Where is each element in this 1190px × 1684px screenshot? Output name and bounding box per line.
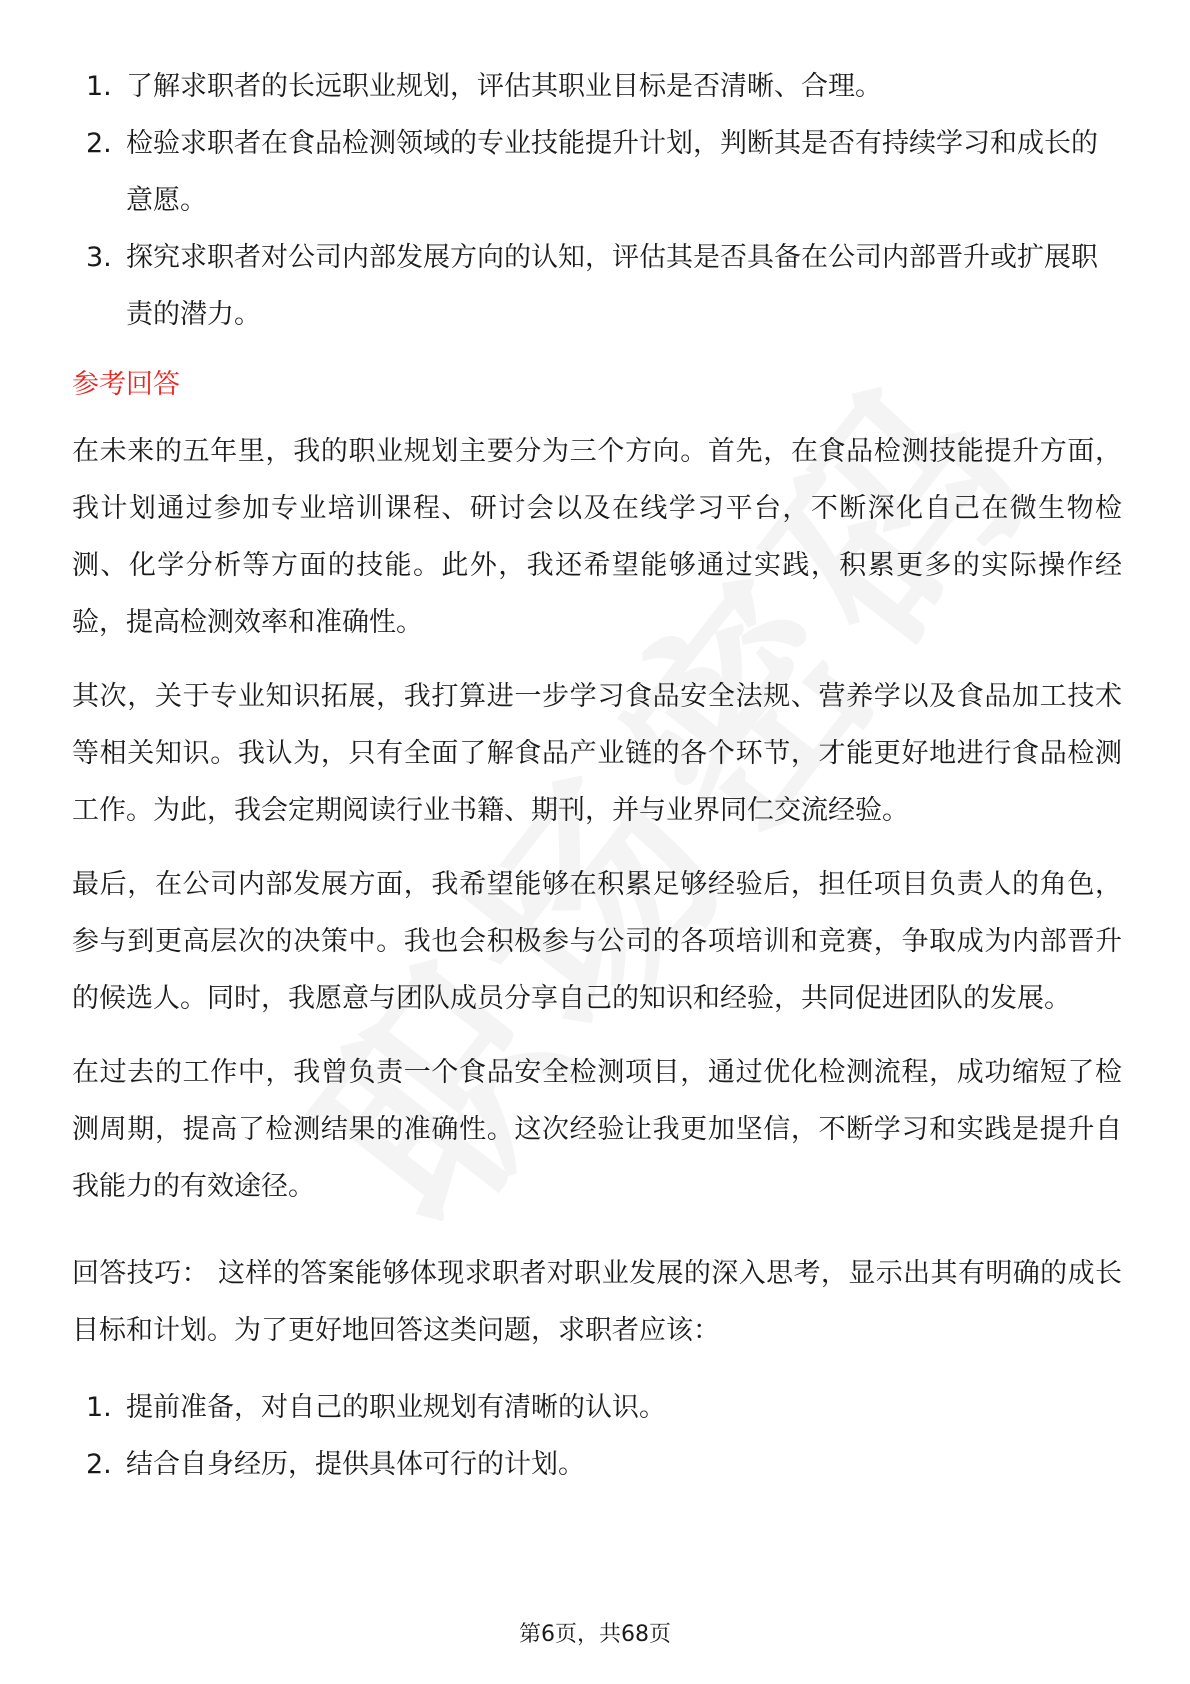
answer-tips-paragraph: 回答技巧： 这样的答案能够体现求职者对职业发展的深入思考，显示出其有明确的成长目标和计划。为了更好地回答这类问题，求职者应该： xyxy=(72,1258,1122,1346)
list-item xyxy=(72,229,1122,343)
list-item-number: 1. xyxy=(86,1392,112,1423)
list-item-number: 1. xyxy=(86,71,112,102)
list-item-text: 检验求职者在食品检测领域的专业技能提升计划，判断其是否有持续学习和成长的意愿。 xyxy=(126,128,1098,216)
list-item xyxy=(72,1379,1122,1436)
list-item xyxy=(72,1436,1122,1493)
answer-paragraph: 在过去的工作中，我曾负责一个食品安全检测项目，通过优化检测流程，成功缩短了检测周期，提高了检测结果的准确性。这次经验让我更加坚信，不断学习和实践是提升自我能力的有效途径。 xyxy=(72,1057,1122,1202)
list-item-text: 探究求职者对公司内部发展方向的认知，评估其是否具备在公司内部晋升或扩展职责的潜力。 xyxy=(126,242,1098,330)
list-item-text: 提前准备，对自己的职业规划有清晰的认识。 xyxy=(126,1392,666,1423)
list-item xyxy=(72,58,1122,115)
evaluation-points-list xyxy=(72,58,1122,343)
answer-paragraph: 其次，关于专业知识拓展，我打算进一步学习食品安全法规、营养学以及食品加工技术等相关知识。我认为，只有全面了解食品产业链的各个环节，才能更好地进行食品检测工作。为此，我会定期阅读行业书籍、期刊，并与业界同仁交流经验。 xyxy=(72,681,1122,826)
page-number-footer: 第6页，共68页 xyxy=(519,1622,671,1647)
list-item-number: 2. xyxy=(86,1449,112,1480)
list-item-number: 2. xyxy=(86,128,112,159)
answer-paragraph: 最后，在公司内部发展方面，我希望能够在积累足够经验后，担任项目负责人的角色，参与到更高层次的决策中。我也会积极参与公司的各项培训和竞赛，争取成为内部晋升的候选人。同时，我愿意与团队成员分享自己的知识和经验，共同促进团队的发展。 xyxy=(72,869,1122,1014)
page-content xyxy=(72,58,1122,1493)
answer-paragraph: 在未来的五年里，我的职业规划主要分为三个方向。首先，在食品检测技能提升方面，我计划通过参加专业培训课程、研讨会以及在线学习平台，不断深化自己在微生物检测、化学分析等方面的技能。此外，我还希望能够通过实践，积累更多的实际操作经验，提高检测效率和准确性。 xyxy=(72,436,1122,638)
list-item-text: 结合自身经历，提供具体可行的计划。 xyxy=(126,1449,585,1480)
tips-list xyxy=(72,1379,1122,1493)
list-item-number: 3. xyxy=(86,242,112,273)
list-item xyxy=(72,115,1122,229)
section-heading: 参考回答 xyxy=(72,369,180,400)
list-item-text: 了解求职者的长远职业规划，评估其职业目标是否清晰、合理。 xyxy=(126,71,882,102)
